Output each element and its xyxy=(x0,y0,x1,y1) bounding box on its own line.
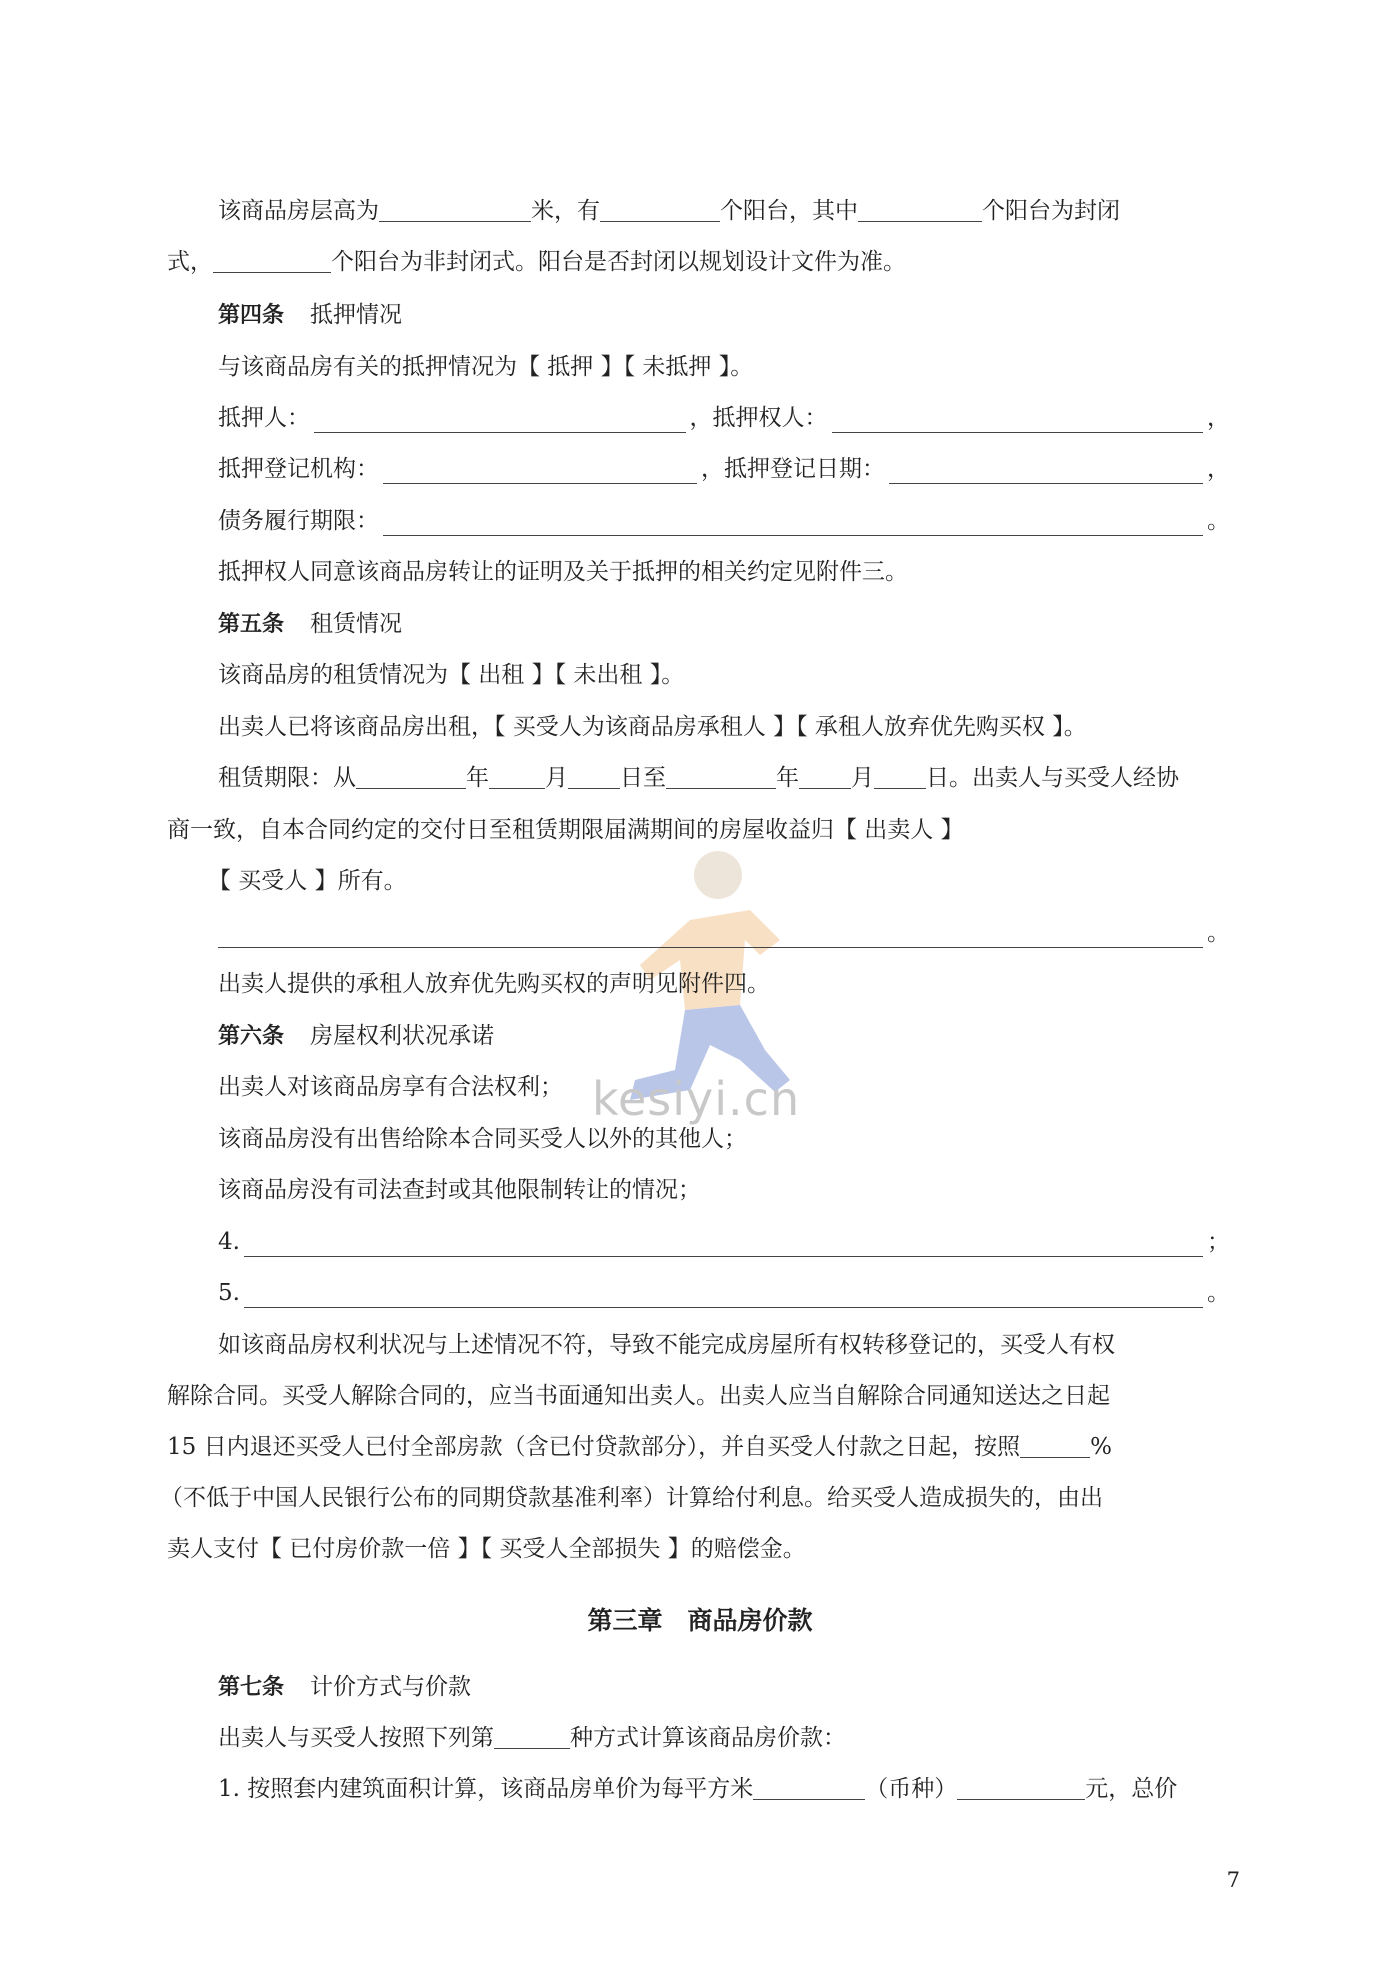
mortgage-consent: 抵押权人同意该商品房转让的证明及关于抵押的相关约定见附件三。 xyxy=(218,559,908,585)
debt-period-line: 债务履行期限： 。 xyxy=(218,508,1230,534)
watermark-text: kesiyi.cn xyxy=(592,1072,801,1126)
breach-para-3: 15 日内退还买受人已付全部房款（含已付贷款部分），并自买受人付款之日起，按照 % xyxy=(167,1434,1112,1460)
promise-item-2: 该商品房没有出售给除本合同买受人以外的其他人； xyxy=(218,1126,747,1152)
lease-income-owner: 【 买受人 】所有。 xyxy=(208,868,407,894)
mortgage-registration-line: 抵押登记机构： ，抵押登记日期： ， xyxy=(218,456,1230,482)
unit-price-line: 1. 按照套内建筑面积计算，该商品房单价为每平方米 （币种） 元，总价 xyxy=(218,1776,1178,1802)
article-4-heading: 第四条 抵押情况 xyxy=(218,302,403,328)
waiver-statement: 出卖人提供的承租人放弃优先购买权的声明见附件四。 xyxy=(218,971,770,997)
height-balcony-line: 该商品房层高为 米，有 个阳台，其中 个阳台为封闭 xyxy=(218,198,1120,224)
lease-status: 该商品房的租赁情况为【 出租 】【 未出租 】。 xyxy=(218,662,685,688)
lease-term-line: 租赁期限：从 年 月 日至 年 月 日。出卖人与买受人经协 xyxy=(218,765,1179,791)
lease-tenant: 出卖人已将该商品房出租，【 买受人为该商品房承租人 】【 承租人放弃优先购买权 】。 xyxy=(218,714,1087,740)
article-7-heading: 第七条 计价方式与价款 xyxy=(218,1674,472,1700)
article-5-heading: 第五条 租赁情况 xyxy=(218,611,403,637)
mortgagor-line: 抵押人： ，抵押权人： ， xyxy=(218,405,1230,431)
breach-para-2: 解除合同。买受人解除合同的，应当书面通知出卖人。出卖人应当自解除合同通知送达之日起 xyxy=(167,1383,1110,1409)
mortgage-status: 与该商品房有关的抵押情况为【 抵押 】【 未抵押 】。 xyxy=(218,354,754,380)
article-6-heading: 第六条 房屋权利状况承诺 xyxy=(218,1023,495,1049)
breach-para-1: 如该商品房权利状况与上述情况不符，导致不能完成房屋所有权转移登记的，买受人有权 xyxy=(218,1332,1115,1358)
chapter-title: 第三章 商品房价款 xyxy=(587,1606,813,1635)
breach-para-5: 卖人支付【 已付房价款一倍 】【 买受人全部损失 】的赔偿金。 xyxy=(167,1536,806,1562)
pricing-method-line: 出卖人与买受人按照下列第 种方式计算该商品房价款： xyxy=(218,1725,846,1751)
page-number: 7 xyxy=(1226,1868,1240,1892)
lease-blank-line: 。 xyxy=(218,918,1230,948)
promise-item-5: 5. 。 xyxy=(218,1280,1230,1306)
promise-item-3: 该商品房没有司法查封或其他限制转让的情况； xyxy=(218,1177,701,1203)
lease-income-line: 商一致，自本合同约定的交付日至租赁期限届满期间的房屋收益归【 出卖人 】 xyxy=(167,817,964,843)
breach-para-4: （不低于中国人民银行公布的同期贷款基准利率）计算给付利息。给买受人造成损失的，由出 xyxy=(160,1485,1103,1511)
promise-item-1: 出卖人对该商品房享有合法权利； xyxy=(218,1074,563,1100)
promise-item-4: 4. ； xyxy=(218,1229,1230,1255)
balcony-line-2: 式， 个阳台为非封闭式。阳台是否封闭以规划设计文件为准。 xyxy=(167,249,906,275)
